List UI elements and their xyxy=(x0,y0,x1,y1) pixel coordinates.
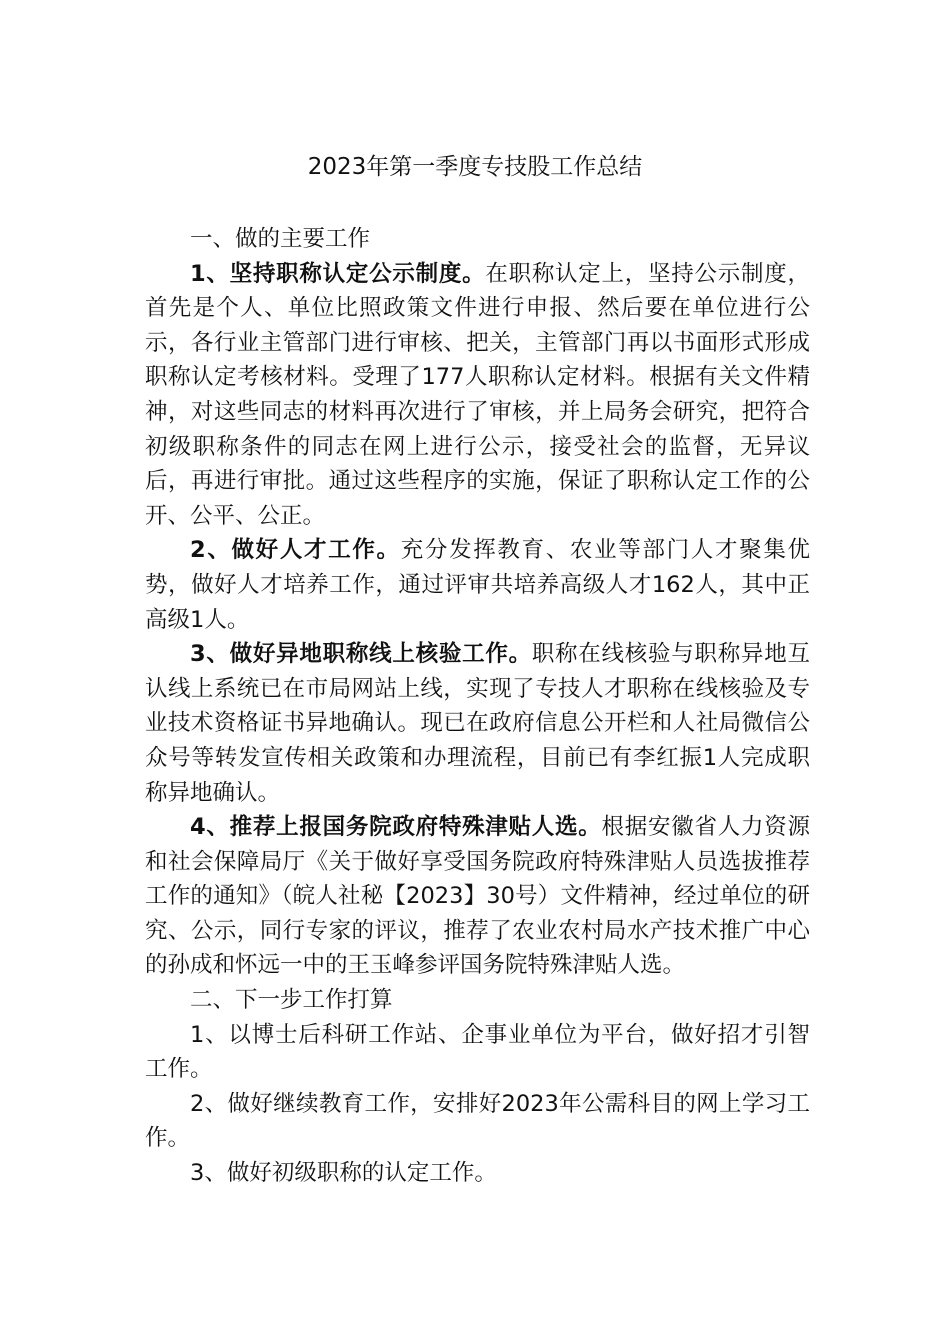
work-item-2 xyxy=(145,533,810,637)
work-item-4-text: 根据安徽省人力资源和社会保障局厅《关于做好享受国务院政府特殊津贴人员选拔推荐工作的通知》（皖人社秘【2023】30号）文件精神，经过单位的研究、公示，同行专家的评议，推荐了农业农村局水产技术推广中心的孙成和怀远一中的王玉峰参评国务院特殊津贴人选。 xyxy=(145,814,810,979)
work-item-1-heading: 1、坚持职称认定公示制度。 xyxy=(190,260,486,287)
next-step-3: 3、做好初级职称的认定工作。 xyxy=(190,1160,497,1187)
next-step-2: 2、做好继续教育工作，安排好2023年公需科目的网上学习工作。 xyxy=(145,1090,810,1152)
document-body xyxy=(145,222,810,1191)
section-heading-next-steps: 二、下一步工作打算 xyxy=(190,987,393,1014)
work-item-2-heading: 2、做好人才工作。 xyxy=(190,537,401,564)
section-heading-main-work: 一、做的主要工作 xyxy=(190,226,371,252)
next-step-1: 1、以博士后科研工作站、企事业单位为平台，做好招才引智工作。 xyxy=(145,1021,810,1083)
work-item-4-heading: 4、推荐上报国务院政府特殊津贴人选。 xyxy=(190,814,602,841)
work-item-4 xyxy=(145,810,810,983)
document-title: 2023年第一季度专技股工作总结 xyxy=(307,154,643,180)
work-item-3-text: 职称在线核验与职称异地互认线上系统已在市局网站上线，实现了专技人才职称在线核验及专业技术资格证书异地确认。现已在政府信息公开栏和人社局微信公众号等转发宣传相关政策和办理流程，目前已有李红振1人完成职称异地确认。 xyxy=(145,641,810,806)
work-item-1-text: 在职称认定上，坚持公示制度，首先是个人、单位比照政策文件进行申报、然后要在单位进行公示，各行业主管部门进行审核、把关，主管部门再以书面形式形成职称认定考核材料。受理了177人职称认定材料。根据有关文件精神，对这些同志的材料再次进行了审核，并上局务会研究，把符合初级职称条件的同志在网上进行公示，接受社会的监督，无异议后，再进行审批。通过这些程序的实施，保证了职称认定工作的公开、公平、公正。 xyxy=(145,260,810,529)
work-item-3-heading: 3、做好异地职称线上核验工作。 xyxy=(190,641,532,668)
work-item-1 xyxy=(145,257,810,534)
work-item-3 xyxy=(145,637,810,810)
work-item-2-text: 充分发挥教育、农业等部门人才聚集优势，做好人才培养工作，通过评审共培养高级人才162人，其中正高级1人。 xyxy=(145,537,810,633)
